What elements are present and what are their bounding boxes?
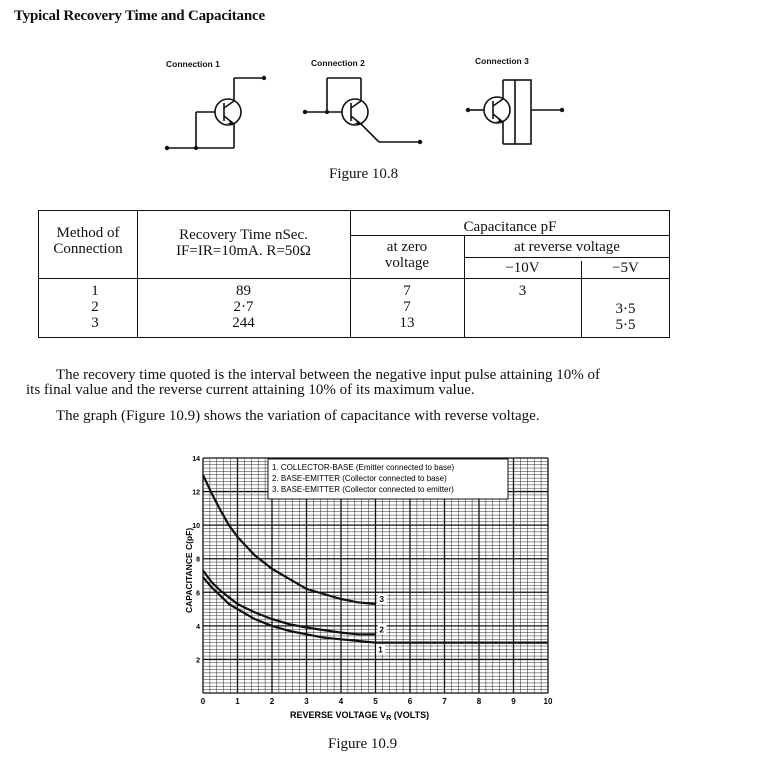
row2-neg5: 3·5 bbox=[615, 301, 636, 317]
x-tick-label: 3 bbox=[304, 697, 309, 706]
x-tick-label: 2 bbox=[269, 697, 275, 706]
y-axis-label: CAPACITANCE C(pF) bbox=[184, 527, 194, 613]
y-tick-label: 2 bbox=[196, 657, 200, 665]
header-neg5: −5V bbox=[612, 260, 639, 276]
connection-3-schematic bbox=[468, 80, 562, 144]
connection-1-schematic bbox=[167, 78, 264, 148]
x-tick-label: 8 bbox=[476, 697, 482, 706]
connection-2-label: Connection 2 bbox=[311, 58, 365, 68]
legend-entry-1: 1. COLLECTOR-BASE (Emitter connected to base) bbox=[272, 463, 455, 472]
chart-curve-labels bbox=[376, 594, 386, 655]
curve-label-2: 2 bbox=[379, 625, 384, 635]
figure-10-8-caption: Figure 10.8 bbox=[329, 166, 399, 182]
x-tick-label: 10 bbox=[543, 697, 553, 706]
row2-zero: 7 bbox=[403, 299, 411, 315]
x-tick-label: 4 bbox=[338, 697, 344, 706]
x-tick-label: 9 bbox=[511, 697, 516, 706]
header-neg10: −10V bbox=[505, 260, 540, 276]
transistor-connections-diagram bbox=[150, 70, 590, 160]
chart-legend bbox=[268, 459, 508, 499]
capacitance-chart bbox=[170, 448, 570, 728]
x-tick-label: 0 bbox=[200, 697, 206, 706]
row3-neg5: 5·5 bbox=[615, 317, 636, 333]
figure-10-9-caption: Figure 10.9 bbox=[328, 736, 398, 752]
y-tick-label: 14 bbox=[192, 456, 200, 463]
row3-zero: 13 bbox=[399, 315, 415, 331]
x-tick-label: 5 bbox=[373, 697, 378, 706]
header-recovery-line2: IF=IR=10mA. R=50Ω bbox=[176, 243, 311, 259]
y-tick-label: 8 bbox=[196, 556, 200, 564]
x-tick-label: 1 bbox=[235, 697, 240, 706]
y-tick-label: 10 bbox=[192, 523, 200, 531]
row1-zero: 7 bbox=[403, 283, 411, 299]
row3-recovery: 244 bbox=[232, 315, 255, 331]
y-tick-label: 4 bbox=[196, 623, 200, 631]
row2-method: 2 bbox=[91, 299, 99, 315]
row3-method: 3 bbox=[91, 315, 99, 331]
row1-neg10: 3 bbox=[518, 283, 527, 299]
row2-recovery: 2·7 bbox=[233, 299, 254, 315]
header-zero-line2: voltage bbox=[384, 255, 430, 271]
header-recovery-line1: Recovery Time nSec. bbox=[179, 227, 308, 243]
curve-label-1: 1 bbox=[378, 645, 383, 655]
x-axis-label: REVERSE VOLTAGE $V_R$ (VOLTS) bbox=[290, 710, 430, 722]
header-reverse: at reverse voltage bbox=[514, 239, 620, 255]
header-zero-line1: at zero bbox=[386, 239, 428, 255]
recovery-capacitance-table bbox=[38, 210, 670, 338]
header-method-line2: Connection bbox=[53, 241, 123, 257]
paragraph-2: The graph (Figure 10.9) shows the variation of capacitance with reverse voltage. bbox=[56, 408, 540, 424]
legend-entry-2: 2. BASE-EMITTER (Collector connected to base) bbox=[272, 474, 447, 483]
y-tick-label: 6 bbox=[196, 590, 200, 598]
row1-method: 1 bbox=[91, 283, 99, 299]
connection-2-schematic bbox=[305, 78, 420, 142]
header-capacitance: Capacitance pF bbox=[463, 219, 557, 235]
page-title: Typical Recovery Time and Capacitance bbox=[14, 8, 265, 24]
row1-recovery: 89 bbox=[236, 283, 251, 299]
x-tick-label: 7 bbox=[442, 697, 447, 706]
curve-label-3: 3 bbox=[379, 595, 384, 605]
paragraph-1-line-2: its final value and the reverse current attaining 10% of its maximum value. bbox=[26, 382, 475, 398]
legend-entry-3: 3. BASE-EMITTER (Collector connected to emitter) bbox=[272, 485, 454, 494]
paragraph-1-line-1: The recovery time quoted is the interval between the negative input pulse attaining 10% of bbox=[56, 367, 600, 383]
y-tick-label: 12 bbox=[192, 489, 200, 497]
connection-1-label: Connection 1 bbox=[166, 59, 220, 69]
x-tick-label: 6 bbox=[407, 697, 413, 706]
connection-3-label: Connection 3 bbox=[475, 56, 529, 66]
header-method-line1: Method of bbox=[56, 225, 120, 241]
